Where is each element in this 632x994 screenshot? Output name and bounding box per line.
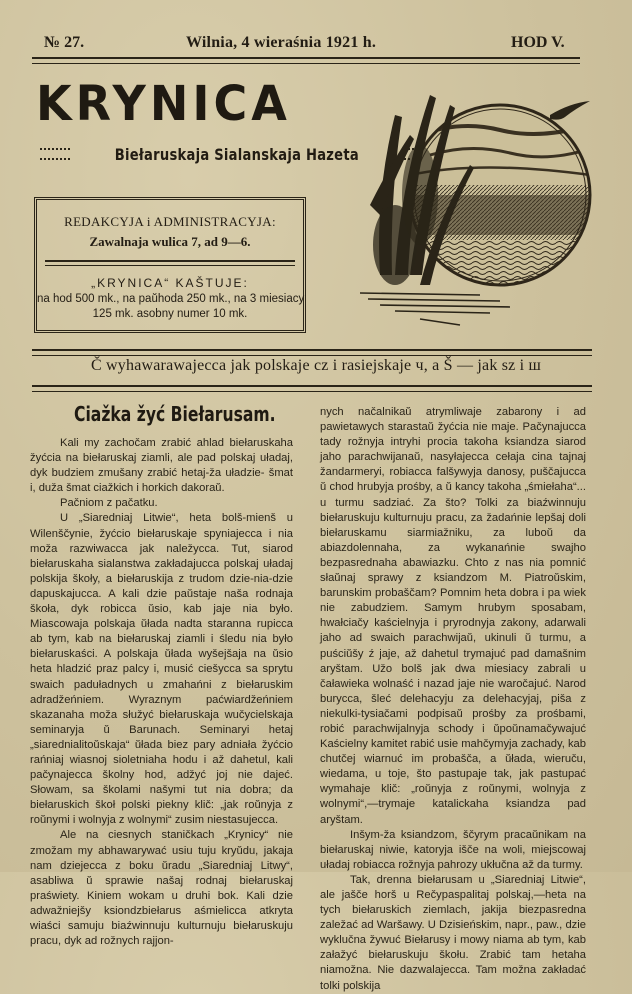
- article-column-right: [320, 405, 586, 994]
- admin-heading: REDAKCYJA i ADMINISTRACYJA:: [64, 214, 276, 229]
- price-line-2: 125 mk. asobny numer 10 mk.: [92, 308, 248, 320]
- dateline: [36, 34, 565, 54]
- alphabet-note: Č wyhawarawajecca jak polskaje cz i rasiejskaje ч, a Š — jak sz i ш: [90, 357, 542, 374]
- masthead-subtitle: Biełaruskaja Sialanskaja Hazeta: [114, 144, 359, 164]
- admin-divider: [45, 260, 295, 266]
- article-column-left: [30, 436, 293, 949]
- note-rule-top: [32, 349, 592, 356]
- paragraph: Kali my zachočam zrabić ahlad biełaruskaha žyćcia na biełaruskaj ziamli, ale pad polskaj uładaj, dyk budziem zmušany zrabić hetaj-ža uładzie- šmat i, duža šmat ciažkich i horkich dakoraŭ.: [30, 437, 293, 495]
- paragraph: U „Siaredniaj Litwie“, heta bolš-mienš u Wilenščynie, žyćcio biełaruskaje spyniajecca i nia moža razwiwacca jak naležycca. Tut, siarod biełaruskaha sialanstwa zakładajucca polskaj uładaj polskija škoły, a biełaruskija z trudom dzie-nia-dzie dapuskajucca. A kali dzie paŭstaje naša rodnaja škoła, dyk robicca ŭsio, kab jaje nia było. Miascowaja polskaja ŭłada nadta staranna rupicca ab tym, kab na biełaruskaj ziamli i śledu nia było biełaruskaści. A polskaja ŭłada wyšejšaja na ŭsio heta hladzić praz palcy i, musić ciešycca sa sprytu swaich paduładnych u zmahańni z biełaruskim adradžeńniem. Wyraznym paćwiardžeńniem skazanaha moža słužyć biełaruskaja wučycielskaja seminaryja ŭ Barunach. Seminaryi hetaj „siarednialitoŭskaja“ ŭłada biez pary adniała žyćcio rańniaj wiasnoj sioletniaha hodu i až dahetul, kali pačynajecca školny hod, adžyć joj nie dajeć. Słowam, sa školami našymi tut nia dobra; da biełaruskich škoł polski piekny klič: „jak roŭnyja z roŭnymi i wolnyja z wolnymi“ zusim niestasujecca.: [30, 512, 293, 827]
- admin-address: Zawalnaja wulica 7, ad 9—6.: [89, 234, 251, 249]
- paragraph: nych načalnikaŭ atrymliwaje zabarony i ad pawietawych starastaŭ žyćcia nie maje. Pačynajucca tady rožnyja intryhi procia takoha ksiandza siarod jaho parachwijanaŭ, nasyłajecca cełaja cina tajnaj žandarmeryi, robiacca falšywyja danosy, puščajucca ŭ chod hrubyja prośby, a ŭ kancy takoha „śmiełaha“... u turmu sadziać. Za što? Tolki za biaźwinnuju biełaruskuju kulturnuju pracu, za žadańnie lepšaj doli biełaruskamu siarmiažniku, za luboŭ da abiazdolennaha, za wykanańnie swajho bezpasrednaha abawiazku. Chto z nas nia pomnić słaŭnaj sprawy z ksiandzom M. Piatroŭskim, barunskim probaščam? Pomnim heta dobra i pa wiek nie zabudziem. Samym hrubym sposabam, hwałciačy kaścielnyja i pryrodnyja zakony, adarwali jaho ad swaich parachwijaŭ, ukinuli ŭ turmu, a puściŭšy ź jaje, až dahetul trymajuć pad damašnim aryštam. Užo bolš jak dwa miesiacy zabrali u čaławieka wolnaść i nazad jaje nie waročajuć. Narod burycca, šleć delehacyju za delehacyjaj, piša z niekulki-tysiačami podpisaŭ prośby za prośbami, robić parachwijalnyja schody i ŭpoŭnamačywajuć Kaścielny kamitet rabić usie mahčymyja zachady, kab chutčej wiarnuć im probašča, a ŭłada, wieruču, wiedama, u toje, što pastupaje tak, jak pastupać wymahaje klič: „roŭnyja z roŭnymi, wolnyja z wolnymi“,—trymaje katalickaha ksiandza pad aryštam.: [320, 406, 586, 826]
- place-date: Wilnia, 4 wieraśnia 1921 h.: [186, 34, 377, 51]
- landscape-illustration: [360, 75, 600, 345]
- paragraph: Pačniom z pačatku.: [60, 497, 158, 510]
- admin-box: [34, 197, 306, 333]
- masthead-title: KRYNICA: [36, 74, 291, 132]
- issue-number: № 27.: [44, 34, 85, 51]
- note-rule-bottom: [32, 385, 592, 392]
- ornament-icon: [40, 148, 70, 160]
- paragraph: Tak, drenna biełarusam u „Siaredniaj Litwie“, ale jašče horš u Rečypaspalitaj polskaj,—heta na tych biełaruskich ziemlach, jakija biezpasredna zaležać ad Waršawy. U Dzisieńskim, napr., paw., dzie wyklučna žywuć Biełarusy i mowy niama ab tym, kab załažyć biełaruskuju škołu. Zrabić tam hetaha niamožna. Nie dazwalajecca. Tam možna zakładać tolki polskija: [320, 873, 586, 992]
- price-line-1: na hod 500 mk., na paŭhoda 250 mk., na 3 miesiacy: [37, 293, 305, 305]
- year-volume: HOD V.: [511, 34, 565, 51]
- header-rule: [32, 57, 580, 64]
- paragraph: Ale na ciesnych staničkach „Krynicy“ nie zmožam my abhawarywać usiu tuju kryŭdu, jakaja nam dziejecca z boku ŭradu „Siaredniaj Litwy“, asabliwa ŭ sprawie našaj rodnaj biełaruskaj praświety. Kiniem wokam u druhi bok. Kali dzie adwažniejšy ksiondzbiełarus aśmielicca atkryta wiaści samuju biaźwinnuju kulturnuju biełaruskuju pracu, dyk ad rožnych rajjon-: [30, 829, 293, 948]
- article-title: Ciažka žyć Biełarusam.: [74, 402, 276, 426]
- paragraph: Inšym-ža ksiandzom, ščyrym pracaŭnikam na biełaruskaj niwie, katoryja išče na woli, miejscowaj uładaj robiacca rožnyja pahrozy ukłučna až da turmy.: [320, 828, 586, 871]
- price-heading: „KRYNICA“ KAŠTUJE:: [91, 276, 249, 290]
